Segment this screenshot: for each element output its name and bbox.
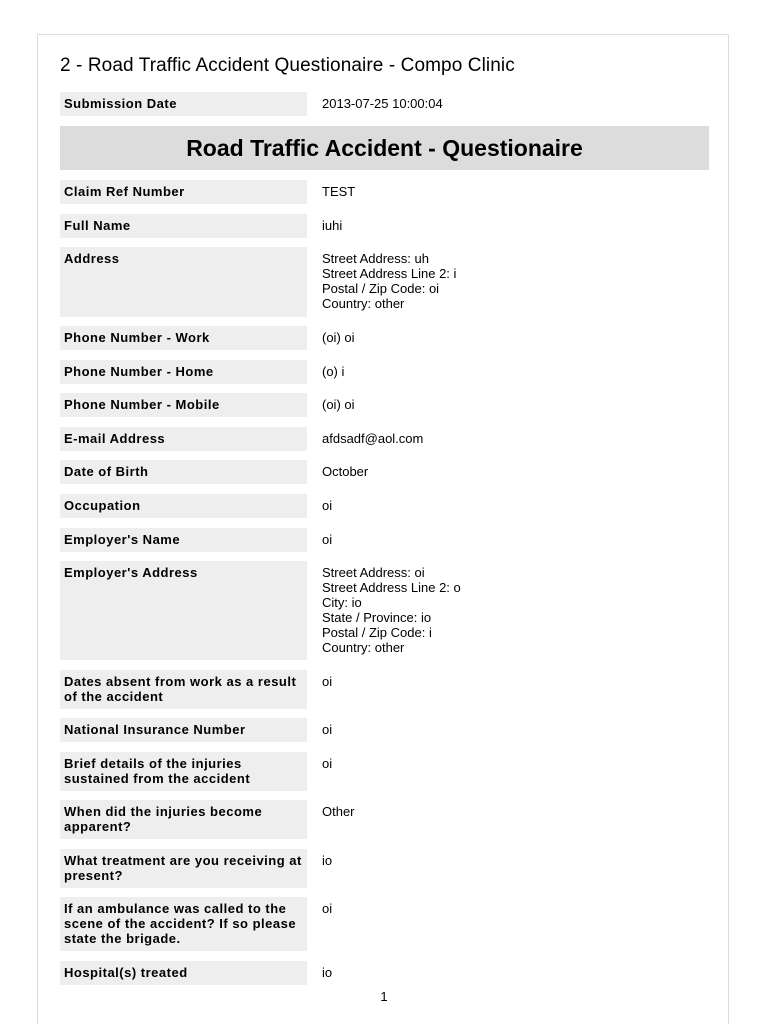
- field-value: [322, 965, 702, 980]
- page-number: 1: [380, 989, 388, 1004]
- submission-date-value: 2013-07-25 10:00:04: [322, 96, 443, 111]
- field-label: When did the injuries become apparent?: [60, 800, 307, 839]
- field-value: [322, 901, 702, 916]
- field-label: Phone Number - Mobile: [60, 393, 307, 417]
- field-value: [322, 722, 702, 737]
- document-title: 2 - Road Traffic Accident Questionaire - Compo Clinic: [60, 55, 515, 76]
- field-label: Employer's Name: [60, 528, 307, 552]
- field-label: Address: [60, 247, 307, 317]
- field-value-line: Street Address: oi: [322, 565, 425, 580]
- field-label: Phone Number - Work: [60, 326, 307, 350]
- field-value-line: oi: [322, 532, 333, 547]
- field-label: Occupation: [60, 494, 307, 518]
- field-label: Hospital(s) treated: [60, 961, 307, 985]
- field-value: [322, 565, 702, 655]
- field-label: Brief details of the injuries sustained from the accident: [60, 752, 307, 791]
- field-label: National Insurance Number: [60, 718, 307, 742]
- field-value-line: (oi) oi: [322, 330, 355, 345]
- field-value-line: Street Address Line 2: o: [322, 580, 461, 595]
- field-value: [322, 853, 702, 868]
- field-value-line: October: [322, 464, 369, 479]
- field-value-line: oi: [322, 722, 333, 737]
- field-value: [322, 532, 702, 547]
- field-value: [322, 464, 702, 479]
- field-value-line: City: io: [322, 595, 362, 610]
- field-value-line: io: [322, 965, 333, 980]
- field-label: Dates absent from work as a result of the accident: [60, 670, 307, 709]
- field-value: [322, 756, 702, 771]
- field-value-line: Street Address: uh: [322, 251, 429, 266]
- field-value-line: Other: [322, 804, 355, 819]
- field-value-line: TEST: [322, 184, 356, 199]
- field-value-line: State / Province: io: [322, 610, 432, 625]
- field-value-line: oi: [322, 901, 333, 916]
- field-label: Claim Ref Number: [60, 180, 307, 204]
- field-value: [322, 364, 702, 379]
- field-value: [322, 251, 702, 311]
- field-label: Employer's Address: [60, 561, 307, 660]
- field-value: [322, 184, 702, 199]
- field-value-line: oi: [322, 498, 333, 513]
- field-label: What treatment are you receiving at present?: [60, 849, 307, 888]
- field-value-line: Postal / Zip Code: oi: [322, 281, 440, 296]
- field-value-line: Street Address Line 2: i: [322, 266, 457, 281]
- field-value-line: Postal / Zip Code: i: [322, 625, 432, 640]
- field-value: [322, 674, 702, 689]
- form-heading: Road Traffic Accident - Questionaire: [60, 126, 709, 170]
- field-value: [322, 397, 702, 412]
- field-value-line: afdsadf@aol.com: [322, 431, 424, 446]
- field-value-line: Country: other: [322, 640, 405, 655]
- field-label: E-mail Address: [60, 427, 307, 451]
- field-value-line: (o) i: [322, 364, 345, 379]
- field-value: [322, 431, 702, 446]
- field-value: [322, 330, 702, 345]
- field-value-line: (oi) oi: [322, 397, 355, 412]
- field-value-line: iuhi: [322, 218, 343, 233]
- field-value-line: oi: [322, 674, 333, 689]
- field-value-line: Country: other: [322, 296, 405, 311]
- field-value: [322, 498, 702, 513]
- field-label: Date of Birth: [60, 460, 307, 484]
- field-label: If an ambulance was called to the scene of the accident? If so please state the brigade.: [60, 897, 307, 951]
- submission-date-label: Submission Date: [60, 92, 307, 116]
- field-value-line: io: [322, 853, 333, 868]
- field-label: Full Name: [60, 214, 307, 238]
- field-value: [322, 804, 702, 819]
- field-value-line: oi: [322, 756, 333, 771]
- field-value: [322, 218, 702, 233]
- field-label: Phone Number - Home: [60, 360, 307, 384]
